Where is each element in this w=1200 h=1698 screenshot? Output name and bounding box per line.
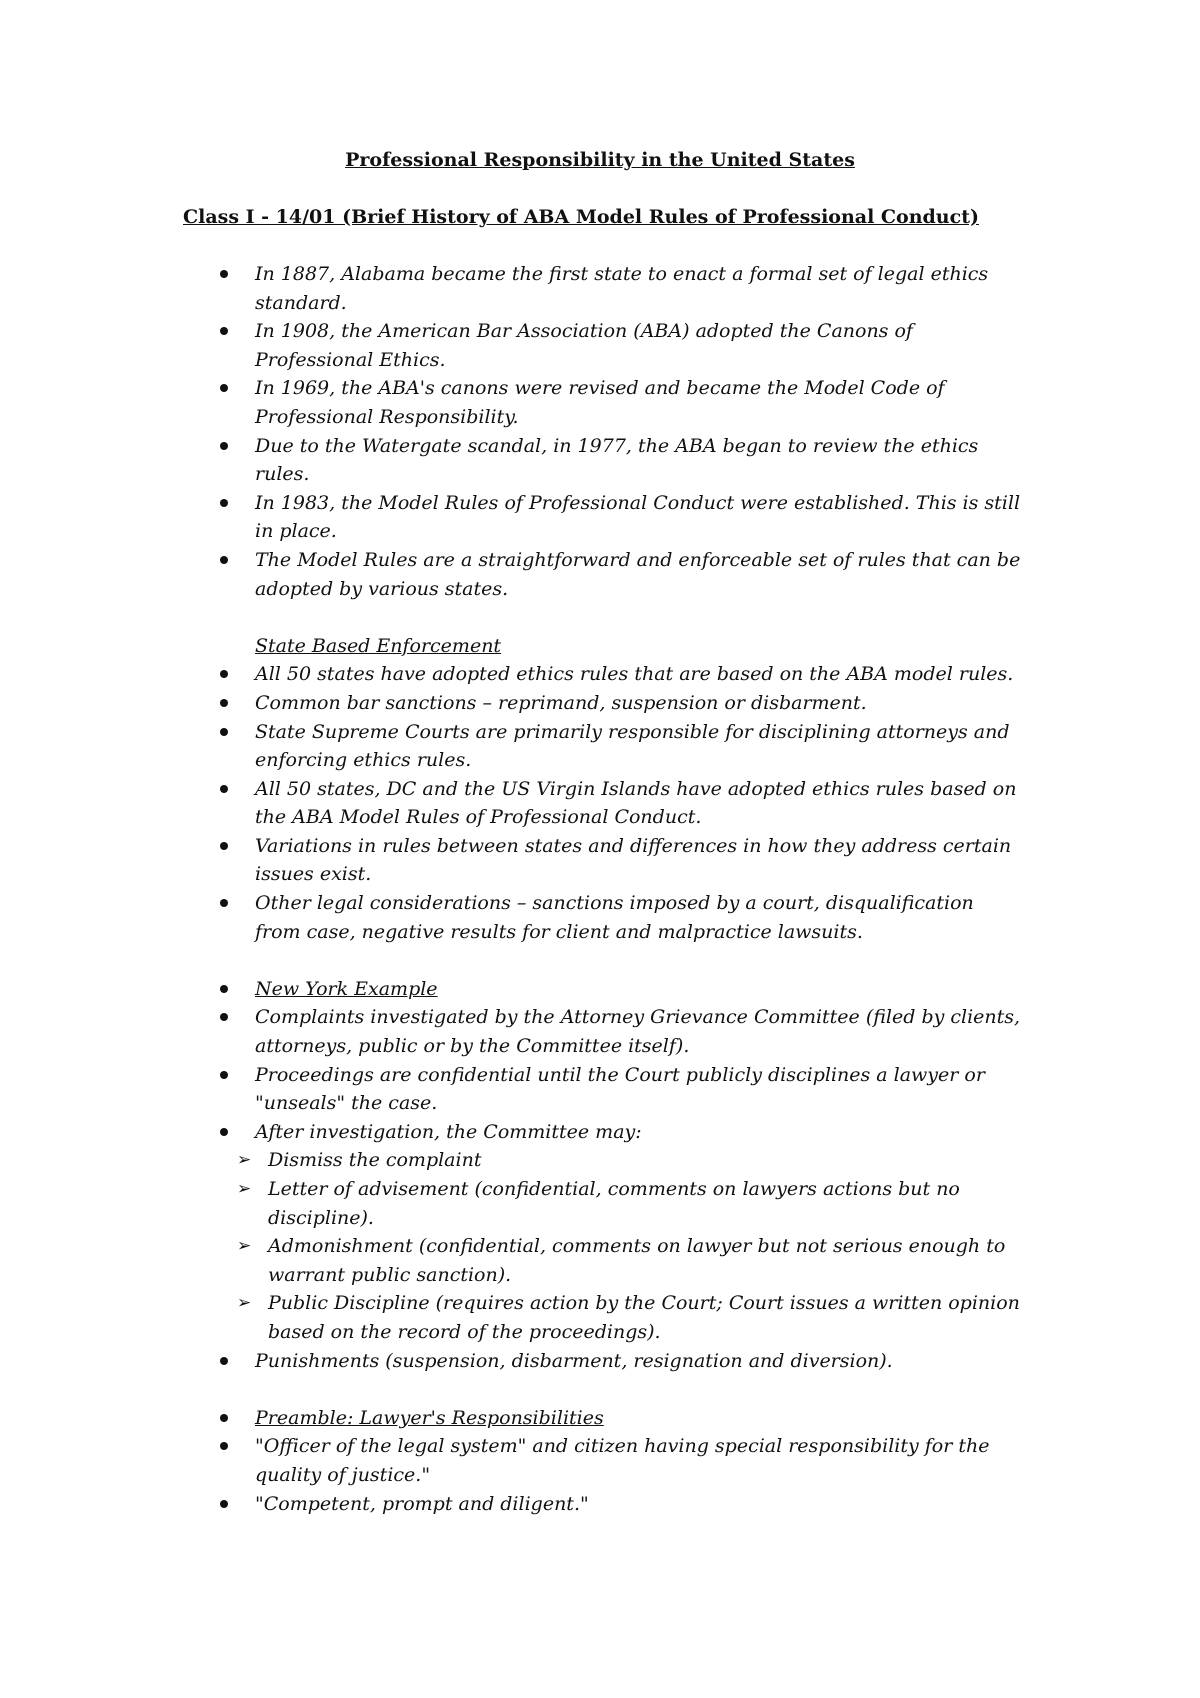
new-york-list xyxy=(0,975,1200,1375)
list-item: In 1969, the ABA's canons were revised and became the Model Code of Professional Responsibility. xyxy=(0,374,1025,431)
list-item: In 1983, the Model Rules of Professional Conduct were established. This is still in place. xyxy=(0,489,1025,546)
spacer xyxy=(0,1375,1200,1404)
list-item: All 50 states, DC and the US Virgin Islands have adopted ethics rules based on the ABA Model Rules of Professional Conduct. xyxy=(0,775,1025,832)
arrow-list-item: ➢ Public Discipline (requires action by the Court; Court issues a written opinion based on the record of the proceedings). xyxy=(0,1289,1028,1346)
list-item: After investigation, the Committee may: xyxy=(0,1118,1025,1147)
class-heading: Class I - 14/01 (Brief History of ABA Model Rules of Professional Conduct) xyxy=(183,206,979,228)
list-item: State Supreme Courts are primarily responsible for disciplining attorneys and enforcing ethics rules. xyxy=(0,718,1025,775)
document-body xyxy=(0,260,1200,1518)
list-item: All 50 states have adopted ethics rules that are based on the ABA model rules. xyxy=(0,660,1025,689)
list-item: The Model Rules are a straightforward and enforceable set of rules that can be adopted by various states. xyxy=(0,546,1025,603)
list-item: In 1908, the American Bar Association (ABA) adopted the Canons of Professional Ethics. xyxy=(0,317,1025,374)
state-based-heading: State Based Enforcement xyxy=(255,634,502,657)
list-item: Complaints investigated by the Attorney Grievance Committee (filed by clients, attorneys, public or by the Committee itself). xyxy=(0,1003,1025,1060)
spacer xyxy=(0,946,1200,975)
preamble-list xyxy=(0,1404,1200,1518)
list-item: Other legal considerations – sanctions imposed by a court, disqualification from case, negative results for client and malpractice lawsuits. xyxy=(0,889,1025,946)
new-york-heading: New York Example xyxy=(0,975,1025,1004)
state-based-list xyxy=(0,660,1200,946)
list-item: Common bar sanctions – reprimand, suspension or disbarment. xyxy=(0,689,1025,718)
spacer xyxy=(0,603,1200,632)
arrow-list-item: ➢ Letter of advisement (confidential, comments on lawyers actions but no discipline). xyxy=(0,1175,1028,1232)
arrow-list-item: ➢ Dismiss the complaint xyxy=(0,1146,1028,1175)
preamble-heading: Preamble: Lawyer's Responsibilities xyxy=(0,1404,1025,1433)
list-item: In 1887, Alabama became the first state to enact a formal set of legal ethics standard. xyxy=(0,260,1025,317)
list-item: Proceedings are confidential until the Court publicly disciplines a lawyer or "unseals" the case. xyxy=(0,1061,1025,1118)
list-item: "Competent, prompt and diligent." xyxy=(0,1490,1025,1519)
history-list xyxy=(0,260,1200,603)
arrow-list-item: ➢ Admonishment (confidential, comments on lawyer but not serious enough to warrant public sanction). xyxy=(0,1232,1028,1289)
document-title: Professional Responsibility in the United States xyxy=(345,149,855,171)
list-item: Variations in rules between states and differences in how they address certain issues exist. xyxy=(0,832,1025,889)
list-item: "Officer of the legal system" and citizen having special responsibility for the quality of justice." xyxy=(0,1432,1025,1489)
list-item: Punishments (suspension, disbarment, resignation and diversion). xyxy=(0,1347,1025,1376)
list-item: Due to the Watergate scandal, in 1977, the ABA began to review the ethics rules. xyxy=(0,432,1025,489)
